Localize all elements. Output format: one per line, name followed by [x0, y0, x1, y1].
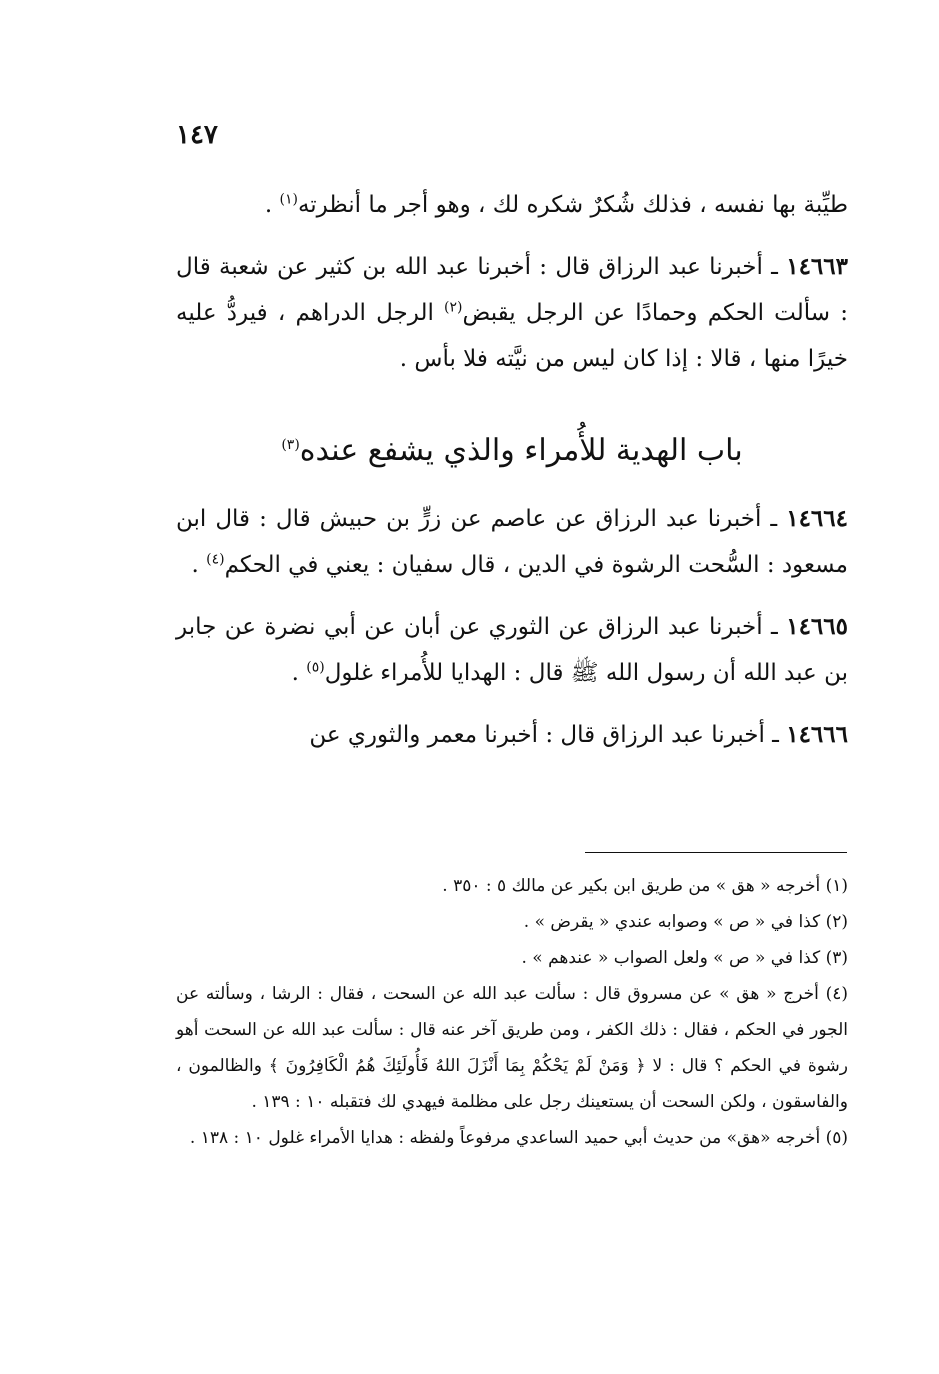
continuation-paragraph — [176, 182, 848, 228]
chapter-title — [176, 426, 848, 476]
footnote-divider — [585, 852, 847, 853]
hadith-14665 — [176, 604, 848, 696]
chapter-title-text: باب الهدية للأُمراء والذي يشفع عنده — [299, 433, 743, 468]
hadith-text-continued: . — [191, 552, 207, 578]
hadith-14666 — [176, 712, 848, 758]
footnote-2: (٢) كذا في « ص » وصوابه عندي « يقرض » . — [523, 912, 848, 932]
main-text — [176, 182, 848, 774]
hadith-number: ١٤٦٦٣ — [786, 253, 848, 280]
footnotes — [176, 868, 848, 1156]
hadith-number: ١٤٦٦٥ — [786, 613, 848, 640]
footnote-5: (٥) أخرجه «هق» من حديث أبي حميد الساعدي مرفوعاً ولفظه : هدايا الأمراء غلول ١٠ : ١٣٨ . — [189, 1128, 848, 1148]
hadith-text: ـ أخبرنا عبد الرزاق عن عاصم عن زرٍّ بن حبيش قال : قال ابن مسعود : السُّحت الرشوة في الدين ، قال سفيان : يعني في الحكم — [176, 506, 848, 578]
hadith-text-continued: . — [291, 660, 307, 686]
hadith-text: ـ أخبرنا عبد الرزاق عن الثوري عن أبان عن أبي نضرة عن جابر بن عبد الله أن رسول الله ﷺ قال : الهدايا للأُمراء غلول — [176, 614, 848, 686]
hadith-number: ١٤٦٦٦ — [786, 721, 848, 748]
continuation-text: طيِّبة بها نفسه ، فذلك شُكرٌ شكره لك ، وهو أجر ما أنظرته — [297, 192, 848, 218]
hadith-number: ١٤٦٦٤ — [786, 505, 848, 532]
footnote-ref-5: (٥) — [306, 659, 325, 676]
hadith-text: ـ أخبرنا عبد الرزاق قال : أخبرنا عبد الله بن كثير عن شعبة قال : سألت الحكم وحمادًا عن الرجل يقبض — [176, 254, 848, 326]
hadith-text: ـ أخبرنا عبد الرزاق قال : أخبرنا معمر والثوري عن — [309, 722, 787, 748]
footnote-ref-4: (٤) — [206, 551, 225, 568]
hadith-14664 — [176, 496, 848, 588]
footnote-4: (٤) أخرج « هق » عن مسروق قال : سألت عبد الله عن السحت ، فقال : الرشا ، وسألته عن الجور في الحكم ، فقال : ذلك الكفر ، ومن طريق آخر عنه قال : سألت عبد الله عن السحت أهو رشوة في الحكم ؟ قال : لا ﴿ وَمَنْ لَمْ يَحْكُمْ بِمَا أَنْزَلَ اللهُ فَأُولَئِكَ هُمُ الْكَافِرُونَ ﴾ والظالمون ، والفاسقون ، ولكن السحت أن يستعينك رجل على مظلمة فيهدي لك فتقبله ١٠ : ١٣٩ . — [176, 984, 848, 1112]
footnote-ref-1: (١) — [279, 191, 298, 208]
footnote-3: (٣) كذا في « ص » ولعل الصواب « عندهم » . — [521, 948, 848, 968]
page-number: ١٤٧ — [176, 120, 218, 150]
continuation-end: . — [264, 192, 280, 218]
footnote-ref-2: (٢) — [444, 299, 463, 316]
footnote-ref-3: (٣) — [281, 437, 300, 453]
hadith-14663 — [176, 244, 848, 382]
footnote-1: (١) أخرجه « هق » من طريق ابن بكير عن مالك ٥ : ٣٥٠ . — [442, 876, 848, 896]
hadith-text-continued: الرجل الدراهم ، فيردُّ عليه خيرًا منها ، قالا : إذا كان ليس من نيَّته فلا بأس . — [176, 300, 848, 372]
